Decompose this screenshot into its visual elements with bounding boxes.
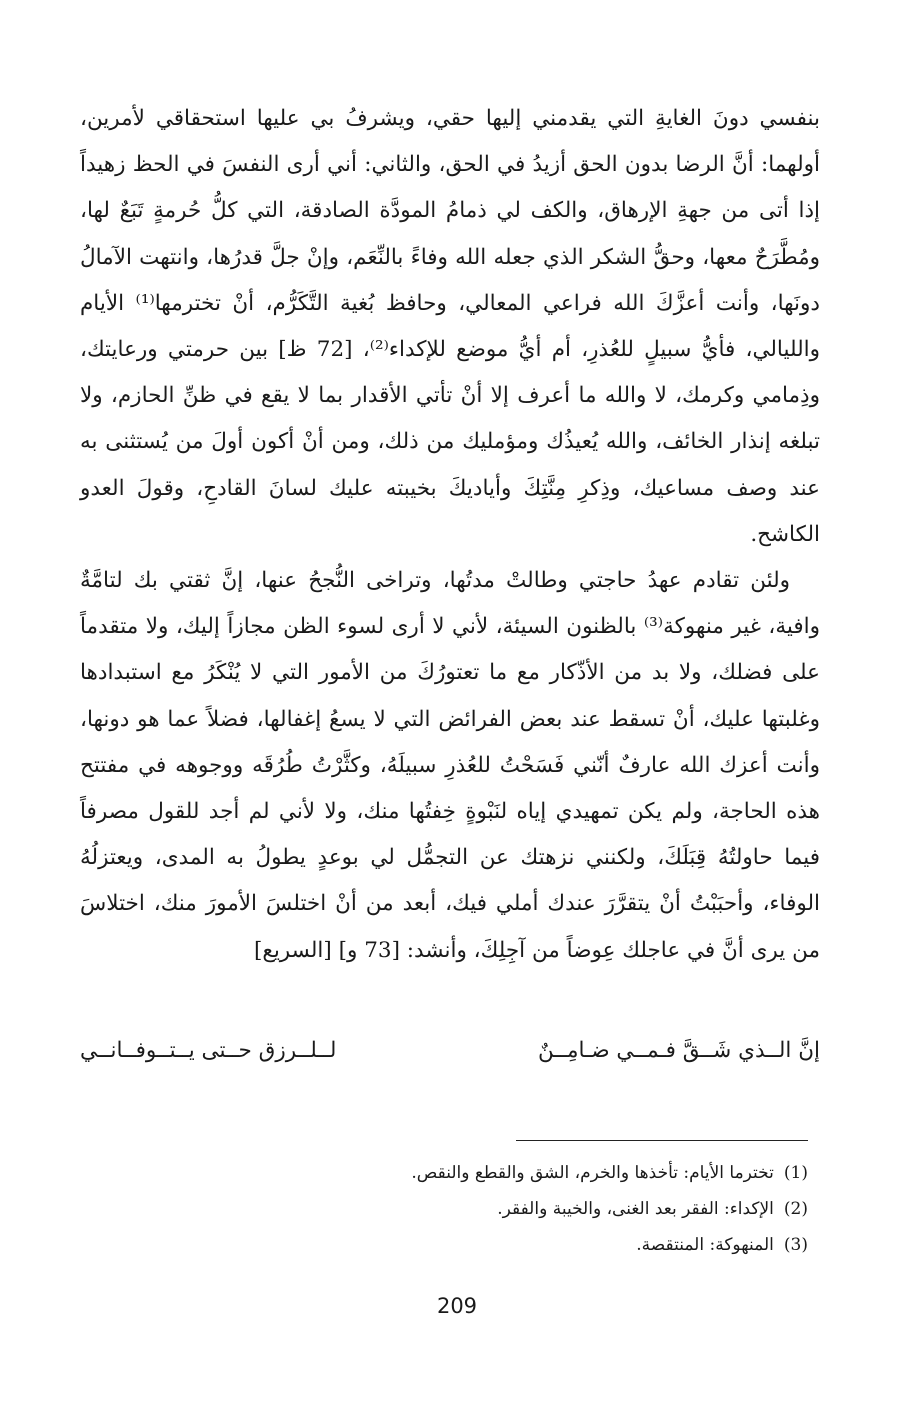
footnote-number: (2) xyxy=(783,1199,808,1219)
footnote-text: تخترما الأيام: تأخذها والخرم، الشق والقطع والنقص. xyxy=(411,1163,774,1183)
footnote-number: (3) xyxy=(783,1235,808,1255)
paragraph-1: بنفسي دونَ الغايةِ التي يقدمني إليها حقي، ويشرفُ بي عليها استحقاقي لأمرين، أولهما: أنَّ الرضا بدون الحق أزيدُ في الحق، والثاني: أني أرى النفسَ في الحظ زهيداً إذا أتى من جهةِ الإرهاق، والكف لي ذمامُ المودَّة الصادقة، التي كلُّ حُرمةٍ تَبَعٌ لها، ومُطَّرَحٌ معها، وحقُّ الشكر الذي جعله الله وفاءً بالنِّعَم، وإنْ جلَّ قدرُها، وانتهت الآمالُ دونَها، وأنت أعزَّكَ الله فراعي المعالي، وحافظ بُغية التَّكَرُّم، أنْ تخترمها⁽¹⁾ الأيام والليالي، فأيُّ سبيلٍ للعُذرِ، أم أيُّ موضع للإكداء⁽²⁾، [72 ظ] بين حرمتي ورعايتك، وذِمامي وكرمك، لا والله ما أعرف إلا أنْ تأتي الأقدار بما لا يقع في ظنِّ الحازم، ولا تبلغه إنذار الخائف، والله يُعيذُك ومؤمليك من ذلك، ومن أنْ أكون أولَ من يُستثنى به عند وصف مساعيك، وذِكرِ مِنَّتِكَ وأياديكَ بخيبته عليك لسانَ القادحِ، وقولَ العدو الكاشح. xyxy=(80,106,820,547)
footnote-3 xyxy=(300,1227,808,1263)
poetry-verse xyxy=(80,1028,820,1074)
footnote-2 xyxy=(300,1191,808,1227)
footnote-separator xyxy=(516,1140,808,1141)
main-text xyxy=(80,96,820,974)
footnote-1 xyxy=(300,1155,808,1191)
verse-first-hemistich: إنَّ الــذي شَــقَّ فـمــي ضـامِــنٌ xyxy=(538,1038,820,1063)
footnote-number: (1) xyxy=(783,1163,808,1183)
footnote-text: الإكداء: الفقر بعد الغنى، والخيبة والفقر. xyxy=(497,1199,774,1219)
paragraph-2: ولئن تقادم عهدُ حاجتي وطالتْ مدتُها، وتراخى النُّجحُ عنها، إنَّ ثقتي بك لتامَّةٌ وافية، غير منهوكة⁽³⁾ بالظنون السيئة، لأني لا أرى لسوء الظن مجازاً إليك، ولا متقدماً على فضلك، ولا بد من الأذّكار مع ما تعتورُكَ من الأمور التي لا يُنْكَرُ مع استبدادها وغلبتها عليك، أنْ تسقط عند بعض الفرائض التي لا يسعُ إغفالها، فضلاً عما هو دونها، وأنت أعزك الله عارفٌ أنّني فَسَحْتُ للعُذرِ سبيلَهُ، وكثَّرْتُ طُرُقَه ووجوهه في مفتتح هذه الحاجة، ولم يكن تمهيدي إياه لنَبْوةٍ خِفتُها منك، ولا لأني لم أجد للقول مصرفاً فيما حاولتُهُ قِبَلَكَ، ولكنني نزهتك عن التجمُّل لي بوعدٍ يطولُ به المدى، ويعتزلُهُ الوفاء، وأحبَبْتُ أنْ يتقرَّرَ عندك أملي فيك، أبعد من أنْ اختلسَ الأمورَ منك، اختلاسَ من يرى أنَّ في عاجلك عِوضاً من آجِلِكَ، وأنشد: [73 و] [السريع] xyxy=(80,568,821,963)
footnotes xyxy=(300,1155,808,1263)
page-number: 209 xyxy=(436,1294,478,1318)
footnote-text: المنهوكة: المنتقصة. xyxy=(636,1235,774,1255)
verse-second-hemistich: لــلــرزق حــتى يــتــوفــانــي xyxy=(80,1038,337,1063)
